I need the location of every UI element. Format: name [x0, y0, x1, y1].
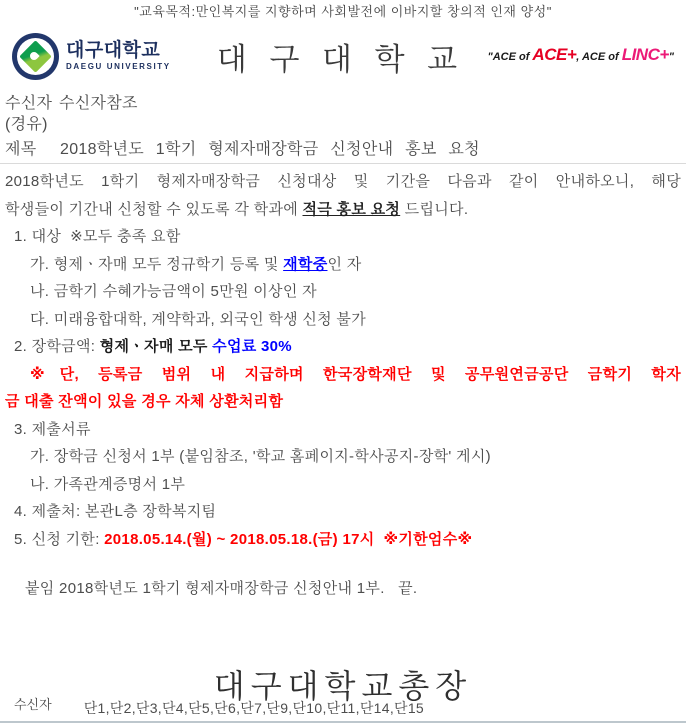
- emphasis-tuition-30pct: 수업료 30%: [212, 338, 292, 355]
- slogan-ace-of-1: ACE of: [492, 51, 533, 63]
- president-signature: 대구대학교총장: [213, 668, 473, 704]
- slogan-close-quote: ": [668, 51, 674, 63]
- logo-university-name-kr: 대구대학교: [66, 39, 161, 61]
- item3-sub-ga: 가. 장학금 신청서 1부 (붙임참조, '학교 홈페이지-학사공지-장학' 게시): [30, 448, 491, 465]
- emphasis-promotion-request: 적극 홍보 요청: [302, 200, 401, 218]
- item1-sub-da: 다. 미래융합대학, 계약학과, 외국인 학생 신청 불가: [30, 310, 367, 328]
- slogan-ace-of-2: , ACE of: [576, 51, 622, 63]
- attachment-line: 붙임 2018학년도 1학기 형제자매장학금 신청안내 1부. 끝.: [25, 580, 418, 597]
- document-footer: [0, 666, 686, 723]
- intro-paragraph-line2: [5, 196, 681, 224]
- intro-paragraph-line1: 2018학년도 1학기 형제자매장학금 신청대상 및 기간을 다음과 같이 안내하오니, 해당: [5, 173, 681, 190]
- document-body: [0, 93, 686, 603]
- item1-ga-post: 인 자: [327, 255, 362, 273]
- item4-line: 4. 제출처: 본관L층 장학복지팀: [14, 503, 217, 520]
- item2-note-line2: 금 대출 잔액이 있을 경우 자체 상환처리함: [5, 393, 284, 410]
- logo-university-name-en: DAEGU UNIVERSITY: [66, 61, 171, 71]
- item2-title: [5, 333, 681, 361]
- emphasis-deadline-dates: 2018.05.14.(월) ~ 2018.05.18.(금) 17시 ※기한엄수※: [104, 530, 473, 548]
- item1-sub-ga: [5, 251, 681, 279]
- item5-line: [5, 526, 681, 554]
- item3-title: 3. 제출서류: [14, 420, 91, 438]
- slogan-linc-plus: LINC+: [621, 45, 669, 64]
- intro-line2-pre: 학생들이 기간내 신청할 수 있도록 각 학과에: [5, 200, 303, 218]
- item1-ga-pre: 가. 형제ㆍ자매 모두 정규학기 등록 및: [30, 255, 284, 273]
- emphasis-both-siblings: 형제ㆍ자매 모두: [99, 338, 213, 355]
- item3-sub-na: 나. 가족관계증명서 1부: [30, 475, 186, 493]
- subject-divider: [0, 163, 686, 164]
- item1-title: 1. 대상 ※모두 충족 요함: [14, 228, 181, 245]
- university-logo: [12, 33, 207, 80]
- university-emblem-icon: [12, 33, 59, 80]
- slogan-ace-plus: ACE+: [532, 45, 577, 64]
- item5-pre: 5. 신청 기한:: [14, 530, 105, 548]
- subject-line: 제목 2018학년도 1학기 형제자매장학금 신청안내 홍보 요청: [5, 141, 480, 158]
- item2-pre: 2. 장학금액:: [14, 338, 100, 355]
- emphasis-enrolled-status: 재학중: [283, 255, 328, 273]
- recipient-line: 수신자 수신자참조: [5, 95, 138, 112]
- footer-recipient-list: 단1,단2,단3,단4,단5,단6,단7,단9,단10,단11,단14,단15: [83, 700, 424, 716]
- item1-sub-na: 나. 금학기 수혜가능금액이 5만원 이상인 자: [30, 283, 317, 300]
- intro-line2-post: 드립니다.: [400, 200, 469, 218]
- university-slogan: [474, 45, 674, 67]
- document-header: [0, 27, 686, 85]
- footer-recipient-row: [14, 697, 686, 716]
- logo-text: [66, 41, 171, 72]
- slogan-open-quote: ": [487, 51, 493, 63]
- via-line: (경유): [5, 116, 48, 133]
- masthead-title: 대 구 대 학 교: [216, 41, 465, 77]
- footer-recipient-label: 수신자: [14, 697, 52, 712]
- university-motto: "교육목적:만인복지를 지향하며 사회발전에 이바지할 창의적 인재 양성": [134, 4, 552, 19]
- item2-note-line1: ※단, 등록금 범위 내 지급하며 한국장학재단 및 공무원연금공단 금학기 학자: [30, 365, 681, 383]
